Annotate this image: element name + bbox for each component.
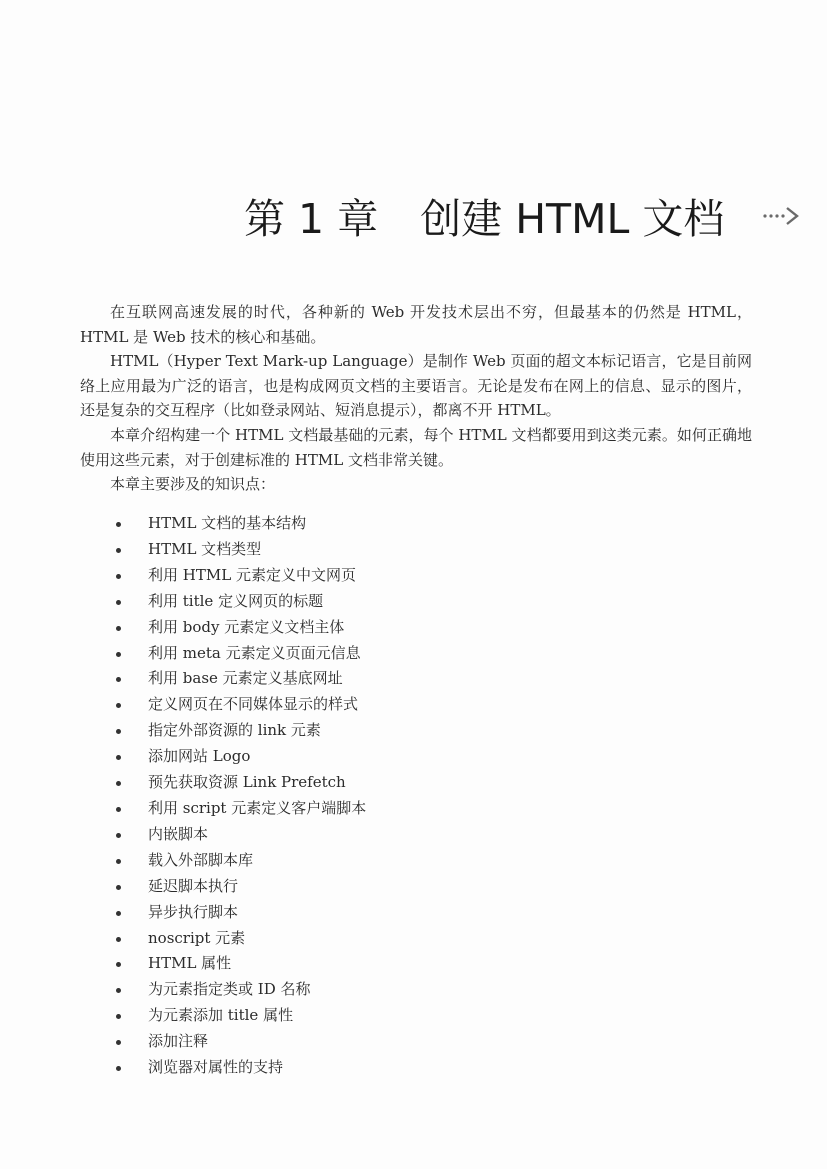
list-item: [112, 718, 366, 744]
bullet-icon: [116, 962, 121, 967]
dotted-arrow-icon: [762, 202, 802, 228]
bullet-icon: [116, 807, 121, 812]
bullet-icon: [116, 885, 121, 890]
bullet-icon: [116, 937, 121, 942]
list-item: [112, 926, 366, 952]
list-item: [112, 537, 366, 563]
list-item: [112, 848, 366, 874]
bullet-icon: [116, 1066, 121, 1071]
list-item: [112, 874, 366, 900]
list-item-text: 为元素添加 title 属性: [148, 1006, 294, 1025]
list-item-text: 利用 HTML 元素定义中文网页: [148, 565, 356, 584]
chapter-intro: [80, 300, 752, 497]
chapter-title-text: 创建 HTML 文档: [420, 195, 725, 243]
bullet-icon: [116, 1014, 121, 1019]
bullet-icon: [116, 703, 121, 708]
list-item: [112, 1003, 366, 1029]
bullet-icon: [116, 755, 121, 760]
list-item-text: 定义网页在不同媒体显示的样式: [148, 695, 359, 714]
list-item: [112, 563, 366, 589]
list-item: [112, 900, 366, 926]
bullet-icon: [116, 781, 121, 786]
topics-heading: 本章主要涉及的知识点：: [110, 475, 276, 494]
bullet-icon: [116, 652, 121, 657]
chapter-title: [244, 186, 724, 245]
list-item-text: 指定外部资源的 link 元素: [148, 721, 321, 740]
list-item: [112, 692, 366, 718]
bullet-icon: [116, 574, 121, 579]
list-item-text: 为元素指定类或 ID 名称: [148, 980, 311, 999]
list-item-text: 异步执行脚本: [148, 902, 239, 921]
list-item: [112, 770, 366, 796]
bullet-icon: [116, 729, 121, 734]
list-item-text: 内嵌脚本: [148, 824, 209, 843]
list-item-text: 浏览器对属性的支持: [148, 1058, 284, 1077]
topic-list: [112, 511, 366, 1081]
bullet-icon: [116, 600, 121, 605]
bullet-icon: [116, 548, 121, 553]
chapter-suffix: 章: [337, 195, 379, 243]
list-item-text: 利用 meta 元素定义页面元信息: [148, 643, 361, 662]
list-item: [112, 641, 366, 667]
list-item: [112, 822, 366, 848]
bullet-icon: [116, 859, 121, 864]
bullet-icon: [116, 522, 121, 527]
list-item: [112, 977, 366, 1003]
list-item: [112, 951, 366, 977]
list-item: [112, 744, 366, 770]
list-item: [112, 511, 366, 537]
list-item-text: 预先获取资源 Link Prefetch: [148, 773, 346, 792]
bullet-icon: [116, 988, 121, 993]
list-item-text: 利用 script 元素定义客户端脚本: [148, 798, 367, 817]
intro-paragraph: HTML（Hyper Text Mark-up Language）是制作 Web 页面的超文本标记语言，它是目前网络上应用最为广泛的语言，也是构成网页文档的主要语言。无论是发布在网上的信息、显示的图片，还是复杂的交互程序（比如登录网站、短消息提示），都离不开 HTML。: [80, 352, 752, 420]
list-item-text: 载入外部脚本库: [148, 850, 254, 869]
list-item: [112, 796, 366, 822]
list-item-text: 添加注释: [148, 1032, 209, 1051]
list-item-text: noscript 元素: [148, 928, 246, 947]
bullet-icon: [116, 911, 121, 916]
list-item: [112, 1029, 366, 1055]
chapter-prefix: 第: [244, 195, 285, 243]
list-item-text: 利用 body 元素定义文档主体: [148, 617, 345, 636]
intro-paragraph: 在互联网高速发展的时代，各种新的 Web 开发技术层出不穷，但最基本的仍然是 HTML，HTML 是 Web 技术的核心和基础。: [80, 303, 752, 346]
chapter-number: 1: [298, 195, 325, 243]
bullet-icon: [116, 626, 121, 631]
list-item: [112, 589, 366, 615]
list-item-text: 延迟脚本执行: [148, 876, 239, 895]
bullet-icon: [116, 833, 121, 838]
intro-paragraph: 本章介绍构建一个 HTML 文档最基础的元素，每个 HTML 文档都要用到这类元素。如何正确地使用这些元素，对于创建标准的 HTML 文档非常关键。: [80, 425, 752, 469]
list-item-text: 利用 base 元素定义基底网址: [148, 669, 343, 688]
bullet-icon: [116, 1040, 121, 1045]
list-item-text: 利用 title 定义网页的标题: [148, 591, 324, 610]
list-item-text: 添加网站 Logo: [148, 747, 251, 766]
list-item-text: HTML 文档类型: [148, 539, 262, 558]
list-item-text: HTML 属性: [148, 954, 232, 973]
list-item: [112, 666, 366, 692]
bullet-icon: [116, 677, 121, 682]
list-item-text: HTML 文档的基本结构: [148, 514, 307, 532]
list-item: [112, 1055, 366, 1081]
list-item: [112, 615, 366, 641]
